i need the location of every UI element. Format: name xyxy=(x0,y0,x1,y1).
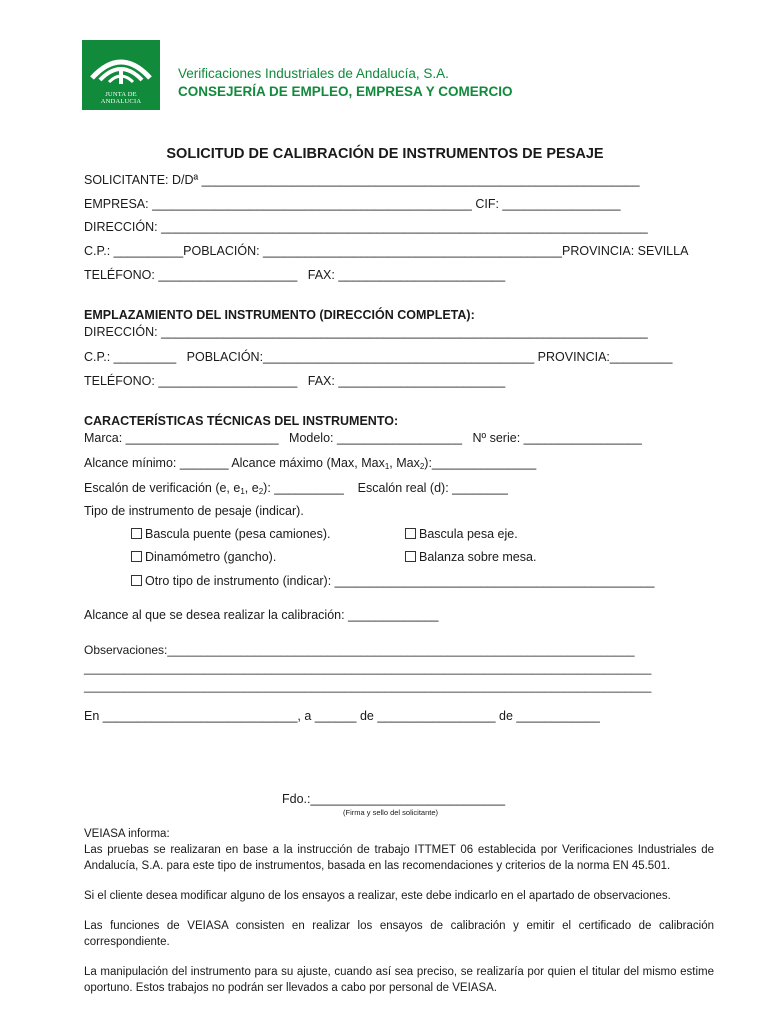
checkbox[interactable] xyxy=(405,551,416,562)
info-paragraph-4: La manipulación del instrumento para su ajuste, cuando así sea preciso, se realizaría por quien el titular del mismo estime oportuno. Estos trabajos no podrán ser llevados a cabo por personal de VEIASA. xyxy=(84,966,714,994)
observaciones-field[interactable]: Observaciones:______________________________________________________________________ xyxy=(84,643,635,657)
alcance-label-3: ):_______________ xyxy=(424,456,537,470)
checkbox[interactable] xyxy=(131,575,142,586)
junta-andalucia-logo xyxy=(82,40,160,110)
info-paragraph-1: Las pruebas se realizaran en base a la instrucción de trabajo ITTMET 06 establecida por Verificaciones Industriales de Andalucía, S.A. para este tipo de instrumentos, basada en las recomendaciones y criterios de la norma EN 45.501. xyxy=(84,844,714,872)
escalon-label-3: ): __________ Escalón real (d): ________ xyxy=(263,481,508,495)
marca-modelo-serie-field[interactable]: Marca: ______________________ Modelo: __________________ Nº serie: _________________ xyxy=(84,431,642,445)
escalon-sub1: 1 xyxy=(240,487,245,496)
emplazamiento-cp-poblacion-field[interactable]: C.P.: _________ POBLACIÓN:_______________________________________ PROVINCIA:_________ xyxy=(84,350,673,364)
option-label: Dinamómetro (gancho). xyxy=(145,550,277,564)
escalon-field[interactable] xyxy=(84,480,508,500)
escalon-sub2: 2 xyxy=(258,487,264,496)
info-paragraph-3: Las funciones de VEIASA consisten en realizar los ensayos de calibración y emitir el certificado de calibración correspondiente. xyxy=(84,920,714,948)
alcance-label-2: , Max xyxy=(389,456,420,470)
checkbox[interactable] xyxy=(131,551,142,562)
solicitante-field[interactable]: SOLICITANTE: D/Dª _______________________________________________________________ xyxy=(84,173,640,187)
observaciones-line-2[interactable]: _____________________________________________________________________________________ xyxy=(84,661,652,675)
emplazamiento-heading: EMPLAZAMIENTO DEL INSTRUMENTO (DIRECCIÓN COMPLETA): xyxy=(84,308,475,322)
department-name: CONSEJERÍA DE EMPLEO, EMPRESA Y COMERCIO xyxy=(178,84,513,99)
alcance-field[interactable] xyxy=(84,455,536,475)
option-label: Bascula puente (pesa camiones). xyxy=(145,527,331,541)
option-otro-tipo[interactable] xyxy=(131,573,654,589)
checkbox[interactable] xyxy=(131,528,142,539)
caracteristicas-heading: CARACTERÍSTICAS TÉCNICAS DEL INSTRUMENTO: xyxy=(84,414,399,428)
observaciones-line-3[interactable]: _____________________________________________________________________________________ xyxy=(84,679,652,693)
alcance-label: Alcance mínimo: _______ Alcance máximo (Max, Max xyxy=(84,456,385,470)
option-bascula-pesa-eje[interactable] xyxy=(405,526,518,542)
option-bascula-puente[interactable] xyxy=(131,526,331,542)
emplazamiento-direccion-field[interactable]: DIRECCIÓN: ______________________________________________________________________ xyxy=(84,325,648,339)
lugar-fecha-field[interactable]: En ____________________________, a ______ de _________________ de ____________ xyxy=(84,709,600,723)
form-title: SOLICITUD DE CALIBRACIÓN DE INSTRUMENTOS DE PESAJE xyxy=(166,146,604,162)
option-label: Otro tipo de instrumento (indicar): ______________________________________________ xyxy=(145,574,655,588)
option-label: Bascula pesa eje. xyxy=(419,527,518,541)
alcance-calibracion-field[interactable]: Alcance al que se desea realizar la calibración: _____________ xyxy=(84,608,439,622)
emplazamiento-telefono-fax-field[interactable]: TELÉFONO: ____________________ FAX: ________________________ xyxy=(84,374,506,388)
cp-poblacion-provincia-field[interactable]: C.P.: __________POBLACIÓN: ___________________________________________PROVINCIA: SEVILLA xyxy=(84,244,689,258)
tipo-instrumento-label: Tipo de instrumento de pesaje (indicar). xyxy=(84,504,304,518)
option-balanza-mesa[interactable] xyxy=(405,549,536,565)
logo-caption: JUNTA DE ANDALUCIA xyxy=(100,91,142,105)
telefono-fax-field[interactable]: TELÉFONO: ____________________ FAX: ________________________ xyxy=(84,268,506,282)
firma-field[interactable]: Fdo.:____________________________ xyxy=(282,792,506,806)
alcance-sub1: 1 xyxy=(384,462,390,471)
info-heading: VEIASA informa: xyxy=(84,828,170,840)
escalon-label-2: , e xyxy=(244,481,259,495)
empresa-cif-field[interactable]: EMPRESA: ______________________________________________ CIF: _________________ xyxy=(84,197,621,211)
escalon-label: Escalón de verificación (e, e xyxy=(84,481,241,495)
alcance-sub2: 2 xyxy=(419,462,425,471)
checkbox[interactable] xyxy=(405,528,416,539)
header xyxy=(82,40,702,112)
option-dinamometro[interactable] xyxy=(131,549,276,565)
info-paragraph-2: Si el cliente desea modificar alguno de los ensayos a realizar, este debe indicarlo en el apartado de observaciones. xyxy=(84,890,671,902)
organization-name: Verificaciones Industriales de Andalucía, S.A. xyxy=(178,66,449,81)
option-label: Balanza sobre mesa. xyxy=(419,550,537,564)
direccion-field[interactable]: DIRECCIÓN: ______________________________________________________________________ xyxy=(84,220,648,234)
firma-note: (Firma y sello del solicitante) xyxy=(343,808,439,817)
